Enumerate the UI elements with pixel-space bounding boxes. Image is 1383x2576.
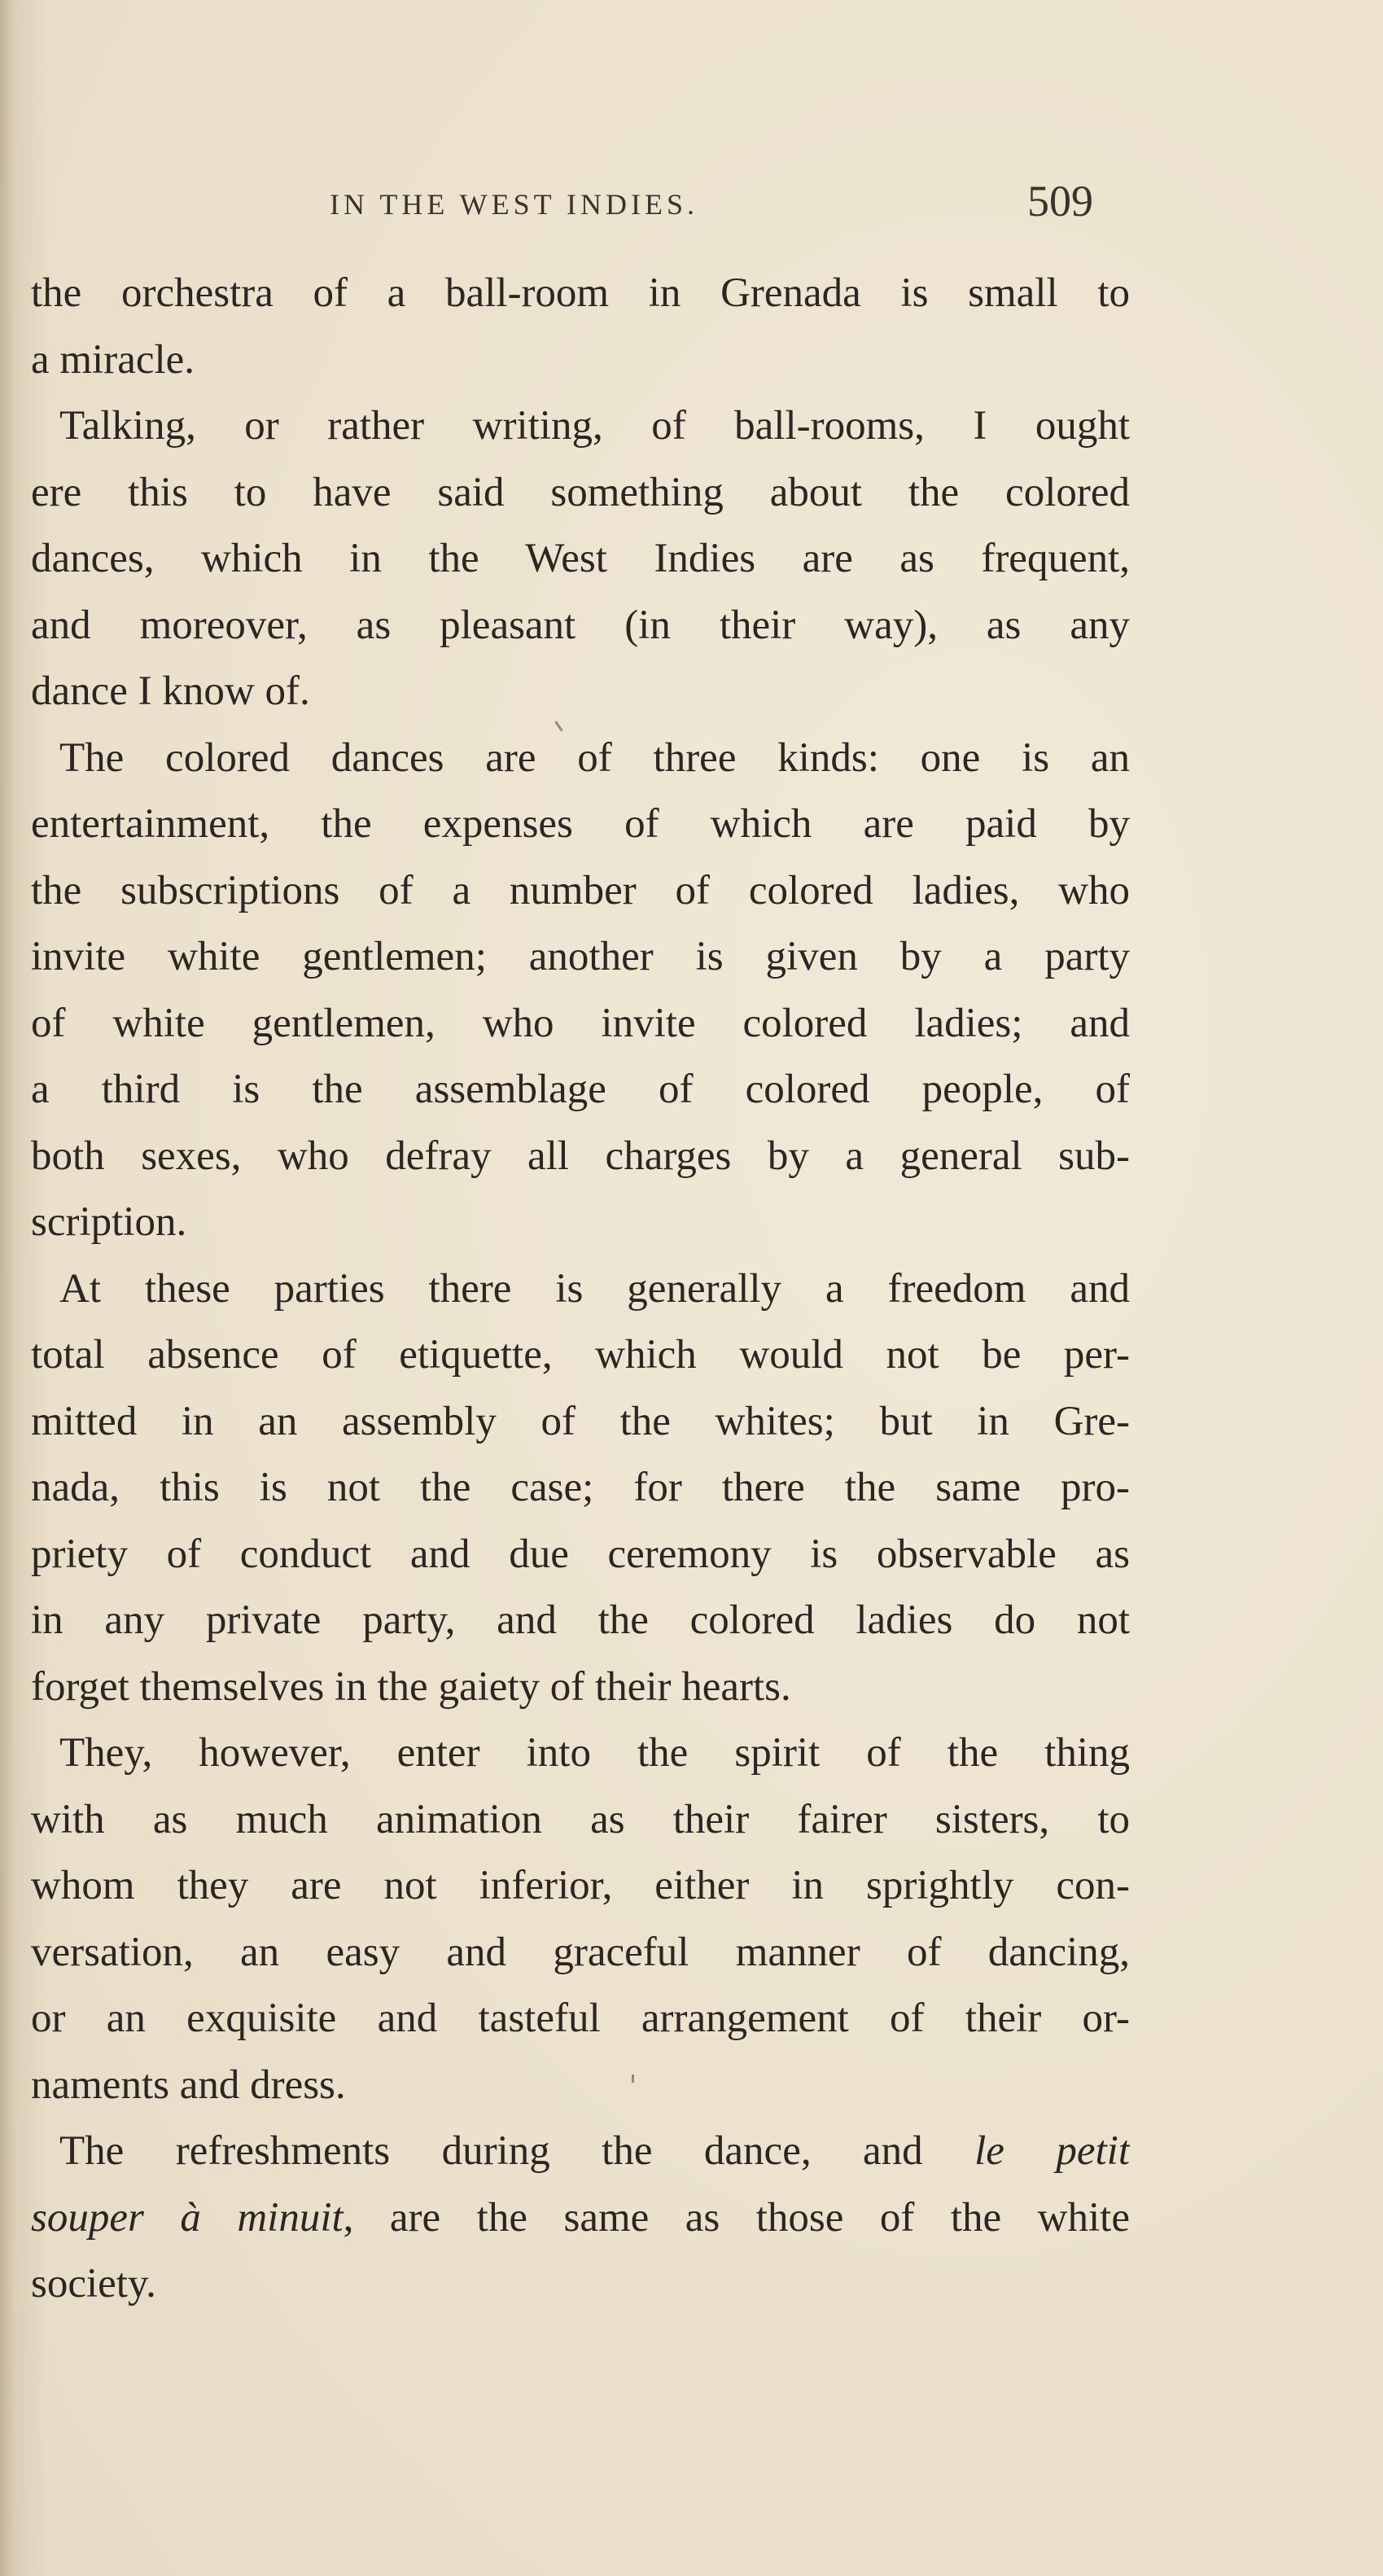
- text-line: entertainment, the expenses of which are paid by: [31, 801, 1130, 847]
- text-line: The colored dances are of three kinds: one is an: [59, 734, 1130, 781]
- text-line: with as much animation as their fairer sisters, to: [31, 1796, 1130, 1842]
- text-line: They, however, enter into the spirit of the thing: [59, 1730, 1130, 1776]
- text-line: ere this to have said something about the colored: [31, 469, 1130, 515]
- ink-speck: [632, 2074, 634, 2083]
- text-line: Talking, or rather writing, of ball-rooms, I ought: [59, 403, 1130, 449]
- text-line: [31, 2118, 1130, 2185]
- refreshments-start: The refreshments during the dance, and: [59, 2128, 975, 2174]
- text-line: At these parties there is generally a freedom and: [59, 1265, 1130, 1312]
- text-line: forget themselves in the gaiety of their hearts.: [31, 1663, 791, 1710]
- text-line: naments and dress.: [31, 2061, 346, 2108]
- text-line: both sexes, who defray all charges by a general sub-: [31, 1132, 1130, 1179]
- text-line: the subscriptions of a number of colored ladies, who: [31, 867, 1130, 913]
- text-line: whom they are not inferior, either in sprightly con-: [31, 1863, 1130, 1908]
- italic-phrase: souper à minuit: [31, 2194, 344, 2241]
- running-head-title: IN THE WEST INDIES.: [330, 188, 698, 221]
- text-line: [31, 2185, 1130, 2252]
- text-line: versation, an easy and graceful manner of dancing,: [31, 1929, 1130, 1975]
- text-line: priety of conduct and due ceremony is observable as: [31, 1531, 1130, 1577]
- text-line: dances, which in the West Indies are as frequent,: [31, 536, 1130, 581]
- text-line: a miracle.: [31, 336, 195, 383]
- body-text: [31, 261, 1130, 2377]
- text-line: in any private party, and the colored ladies do not: [31, 1597, 1130, 1643]
- text-line: society.: [31, 2261, 156, 2307]
- text-line: and moreover, as pleasant (in their way), as any: [31, 602, 1130, 648]
- text-line: mitted in an assembly of the whites; but in Gre-: [31, 1398, 1130, 1444]
- text-line: of white gentlemen, who invite colored ladies; and: [31, 1000, 1130, 1046]
- text-line: dance I know of.: [31, 668, 310, 714]
- text-line: or an exquisite and tasteful arrangement of their or-: [31, 1996, 1130, 2041]
- text-line: nada, this is not the case; for there the same pro-: [31, 1465, 1130, 1510]
- text-line: total absence of etiquette, which would not be per-: [31, 1332, 1130, 1378]
- text-line: the orchestra of a ball-room in Grenada is small to: [31, 270, 1130, 316]
- italic-phrase: le petit: [974, 2128, 1130, 2174]
- running-head: [0, 163, 1383, 228]
- text-line: scription.: [31, 1199, 187, 1245]
- refreshments-rest: , are the same as those of the white: [343, 2194, 1130, 2241]
- page-number: 509: [1027, 177, 1093, 226]
- text-line: a third is the assemblage of colored people, of: [31, 1067, 1130, 1112]
- text-line: invite white gentlemen; another is given by a party: [31, 934, 1130, 979]
